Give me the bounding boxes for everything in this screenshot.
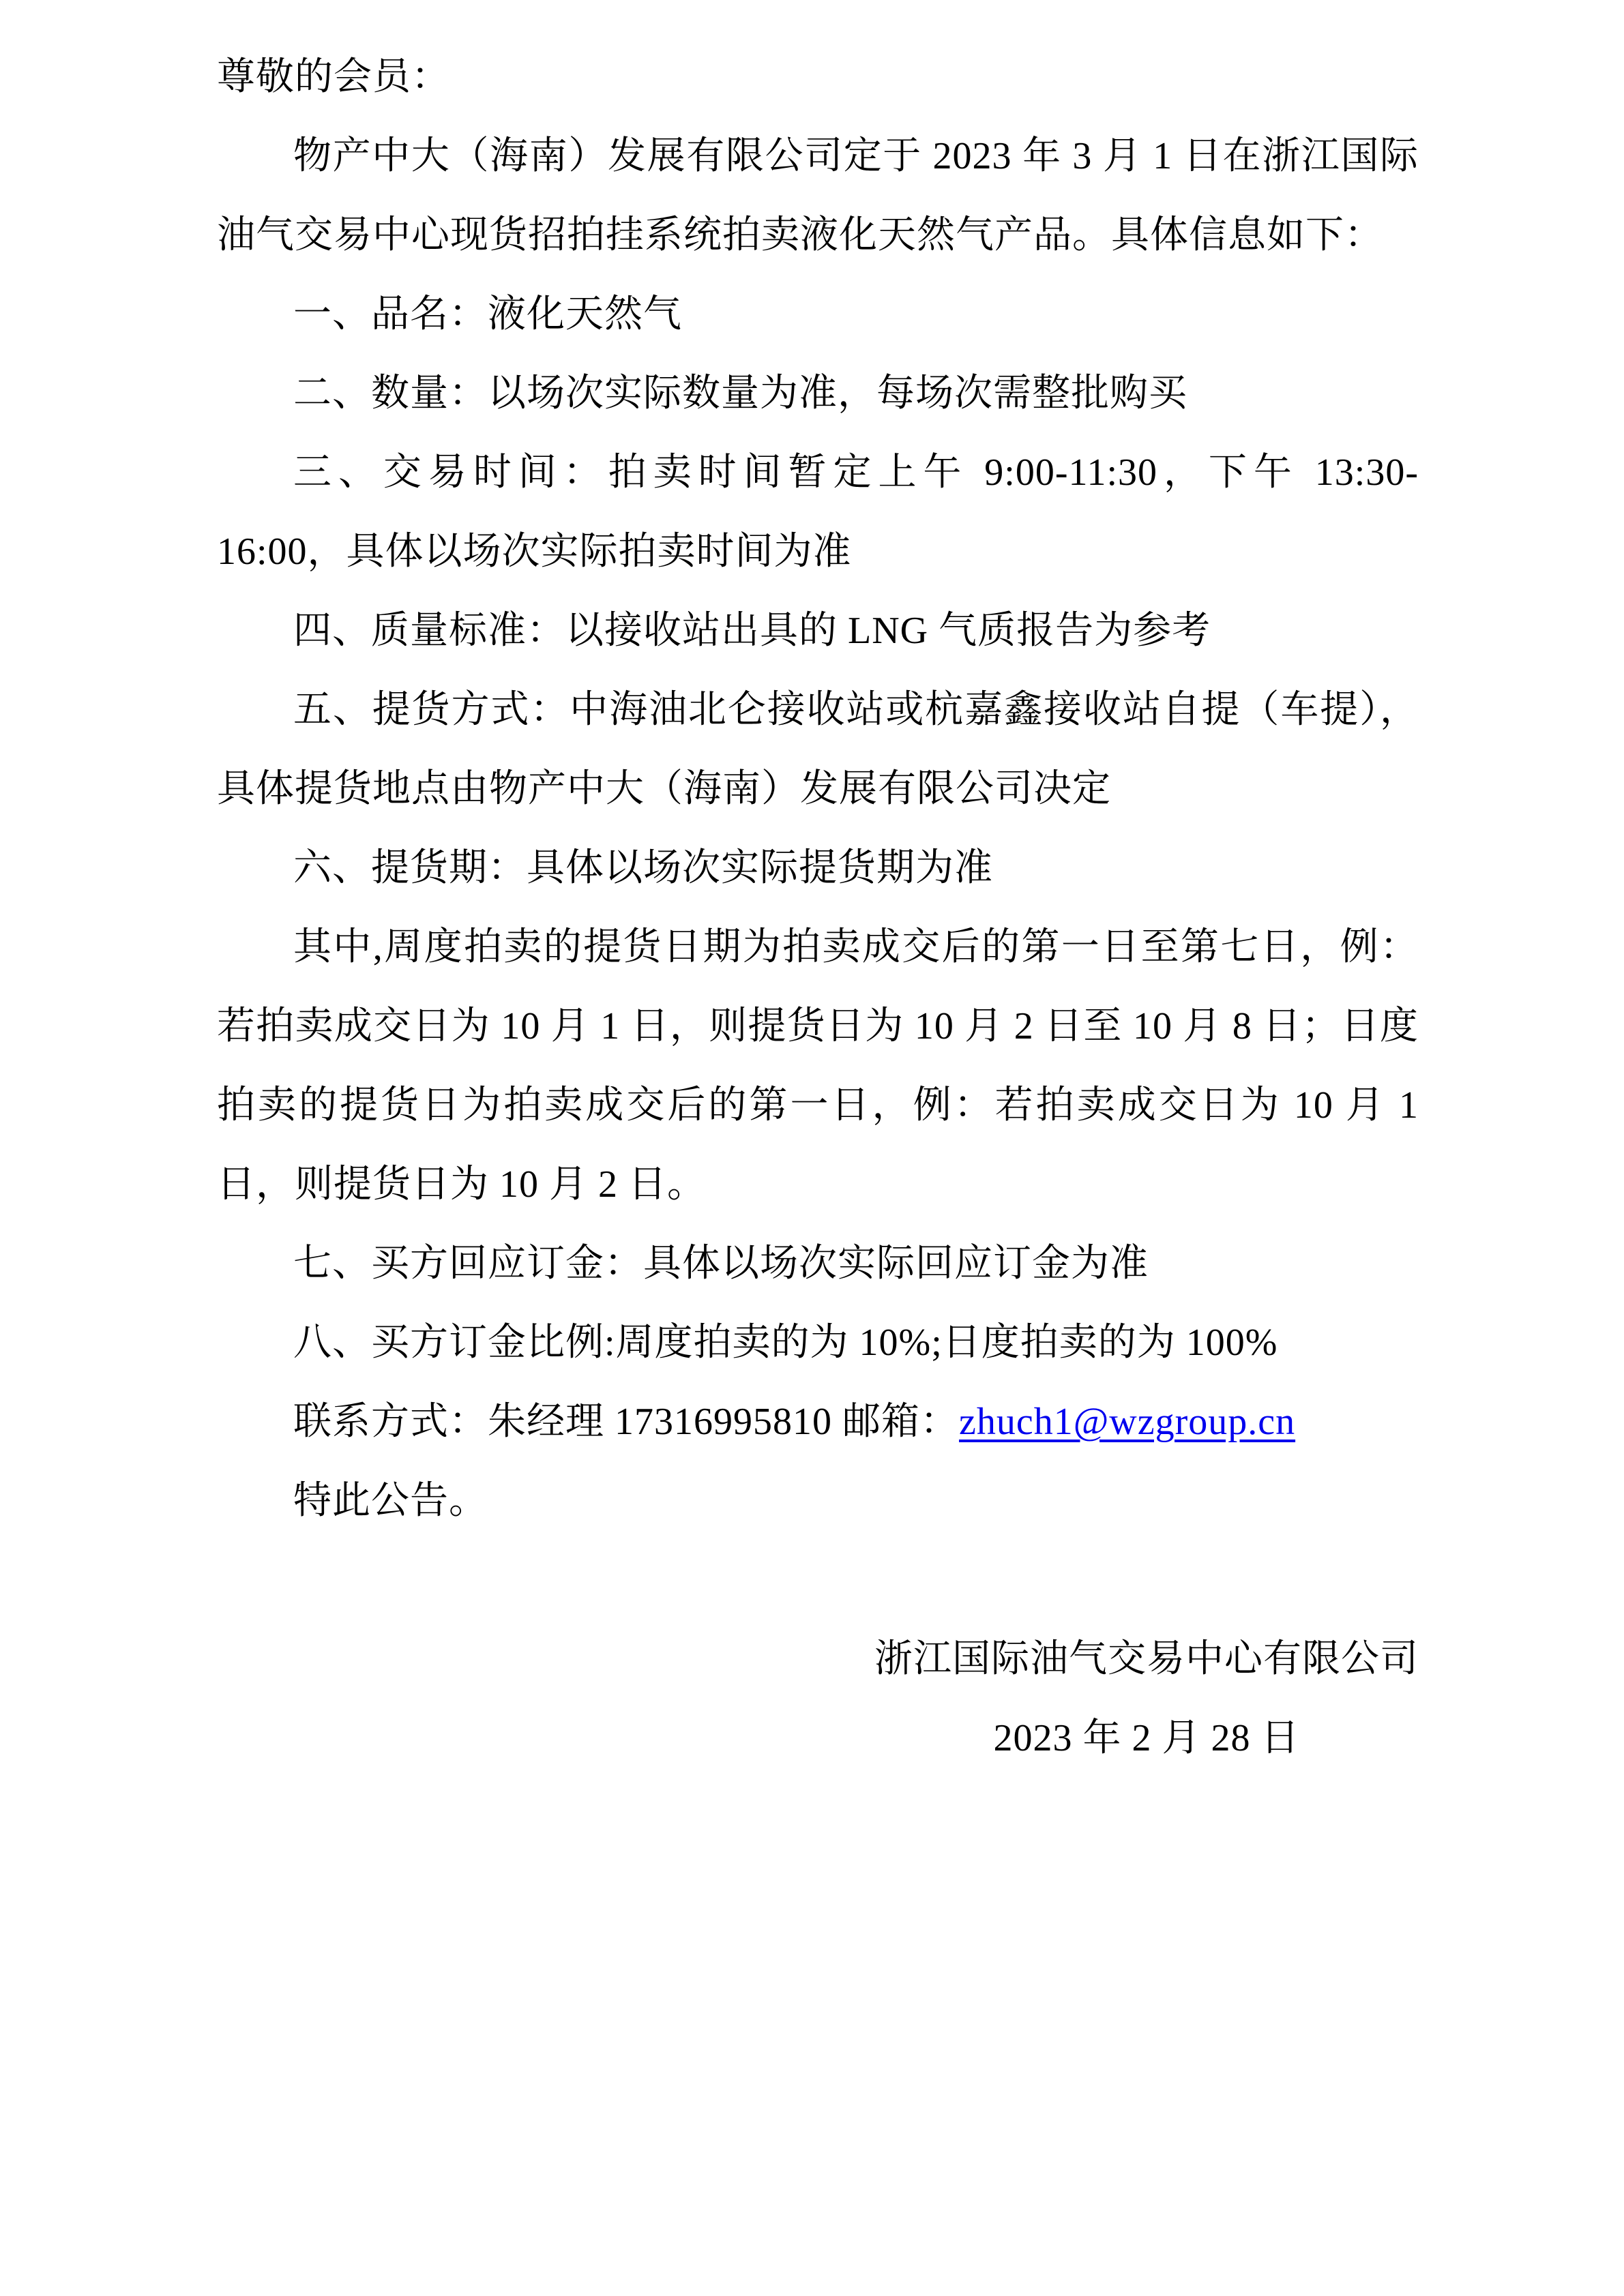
paragraph — [217, 1382, 1419, 1461]
email-link[interactable]: zhuch1@wzgroup.cn — [959, 1401, 1296, 1443]
paragraph: 特此公告。 — [293, 1480, 488, 1522]
paragraph: 八、买方订金比例:周度拍卖的为 10%;日度拍卖的为 100% — [293, 1322, 1278, 1364]
paragraph-list — [217, 38, 1419, 1540]
paragraph: 二、数量：以场次实际数量为准，每场次需整批购买 — [293, 372, 1187, 415]
paragraph: 三、交易时间：拍卖时间暂定上午 9:00-11:30，下午 13:30-16:00，具体以场次实际拍卖时间为准 — [217, 451, 1419, 573]
contact-text: 联系方式：朱经理 17316995810 邮箱： — [293, 1401, 959, 1443]
paragraph: 七、买方回应订金：具体以场次实际回应订金为准 — [293, 1242, 1149, 1285]
signature-date: 2023 年 2 月 28 日 — [993, 1717, 1300, 1759]
signature-company: 浙江国际油气交易中心有限公司 — [874, 1638, 1419, 1680]
signature-block — [217, 1620, 1419, 1778]
paragraph: 一、品名：液化天然气 — [293, 293, 682, 336]
paragraph: 六、提货期：具体以场次实际提货期为准 — [293, 847, 993, 889]
paragraph: 物产中大（海南）发展有限公司定于 2023 年 3 月 1 日在浙江国际油气交易中心现货招拍挂系统拍卖液化天然气产品。具体信息如下： — [217, 135, 1419, 256]
paragraph: 其中,周度拍卖的提货日期为拍卖成交后的第一日至第七日，例：若拍卖成交日为 10 月 1 日，则提货日为 10 月 2 日至 10 月 8 日；日度拍卖的提货日为拍卖成交后的第一日，例：若拍卖成交日为 10 月 1 日，则提货日为 10 月 2 日。 — [217, 926, 1419, 1206]
paragraph: 尊敬的会员： — [217, 56, 450, 98]
paragraph: 四、质量标准：以接收站出具的 LNG 气质报告为参考 — [293, 610, 1211, 652]
signature-inner — [874, 1620, 1419, 1778]
announcement-body — [217, 38, 1419, 1778]
paragraph: 五、提货方式：中海油北仑接收站或杭嘉鑫接收站自提（车提），具体提货地点由物产中大（海南）发展有限公司决定 — [217, 689, 1419, 810]
